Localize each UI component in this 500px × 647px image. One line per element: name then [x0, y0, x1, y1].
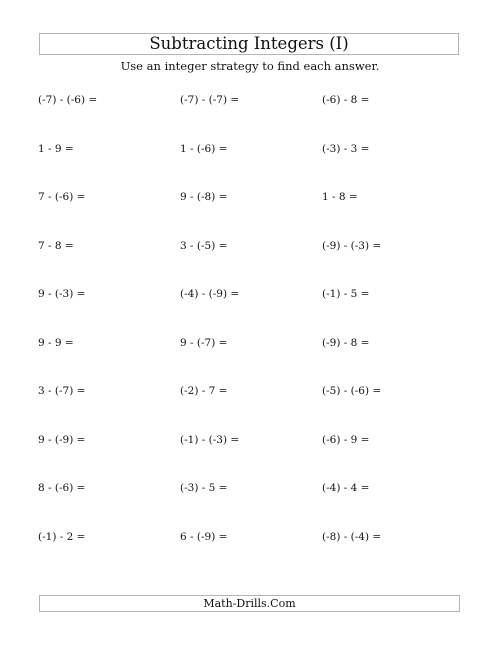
problem-item: (-8) - (-4) = — [322, 530, 382, 543]
problem-item: (-1) - 5 = — [322, 288, 370, 300]
problem-item: 7 - (-6) = — [38, 191, 86, 203]
worksheet-instructions: Use an integer strategy to find each answer. — [120, 59, 380, 73]
problem-item: 9 - (-3) = — [38, 288, 86, 300]
problem-item: 7 - 8 = — [38, 239, 74, 252]
problem-item: (-2) - 7 = — [180, 385, 228, 397]
problem-item: (-3) - 5 = — [180, 482, 228, 494]
footer-site-name: Math-Drills.Com — [39, 595, 460, 612]
problem-item: 1 - (-6) = — [180, 142, 228, 155]
problem-item: (-1) - 2 = — [38, 530, 86, 543]
problem-item: 6 - (-9) = — [180, 530, 228, 543]
problem-item: 9 - (-9) = — [38, 433, 86, 446]
problem-item: (-3) - 3 = — [322, 142, 370, 155]
problem-item: (-6) - 9 = — [322, 433, 370, 446]
problem-item: 3 - (-7) = — [38, 385, 86, 397]
problem-item: (-4) - (-9) = — [180, 288, 240, 300]
problem-item: (-4) - 4 = — [322, 482, 370, 494]
problem-item: (-9) - (-3) = — [322, 239, 382, 252]
problem-item: 9 - (-7) = — [180, 336, 228, 349]
worksheet-title: Subtracting Integers (I) — [39, 33, 459, 55]
problem-item: (-1) - (-3) = — [180, 433, 240, 446]
problem-item: 9 - 9 = — [38, 336, 74, 349]
problem-item: (-6) - 8 = — [322, 94, 370, 106]
problem-item: (-5) - (-6) = — [322, 385, 382, 397]
problem-item: 8 - (-6) = — [38, 482, 86, 494]
problem-item: 1 - 9 = — [38, 142, 74, 155]
problem-item: (-7) - (-7) = — [180, 94, 240, 106]
problem-item: (-9) - 8 = — [322, 336, 370, 349]
problem-item: 9 - (-8) = — [180, 191, 228, 203]
problem-item: 1 - 8 = — [322, 191, 358, 203]
problem-item: 3 - (-5) = — [180, 239, 228, 252]
problem-item: (-7) - (-6) = — [38, 94, 98, 106]
problem-grid — [38, 93, 468, 553]
